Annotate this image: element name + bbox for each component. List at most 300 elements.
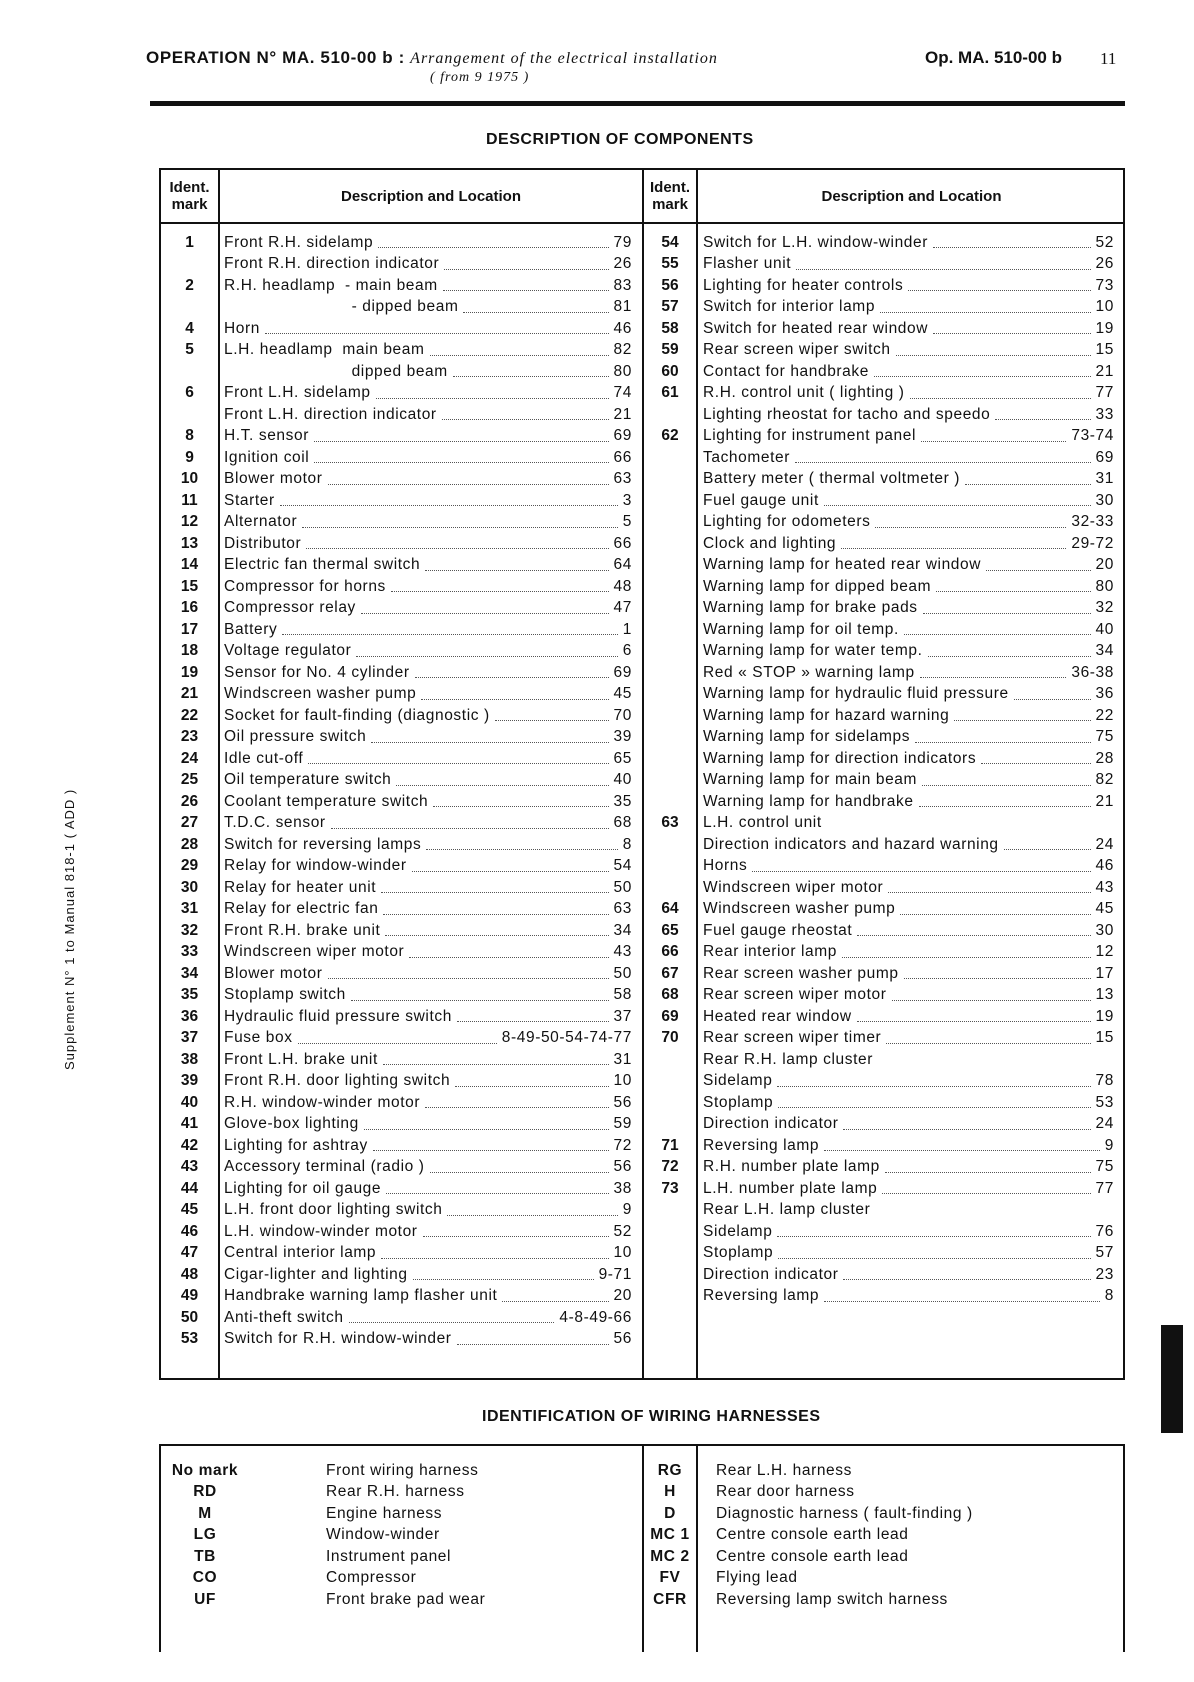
ident-mark [644,791,696,813]
ident-mark: 67 [661,964,679,982]
component-row [224,1071,632,1093]
wire-ref: 21 [1095,792,1114,810]
wire-ref: 58 [613,986,632,1004]
wire-ref: 19 [1095,319,1114,337]
component-row [224,426,632,448]
component-name: Contact for handbrake [703,362,869,380]
component-row [703,727,1114,749]
component-row [703,297,1114,319]
wire-ref: 63 [613,470,632,488]
ident-mark: 4 [185,319,194,337]
component-row [703,1114,1114,1136]
component-name: Accessory terminal (radio ) [224,1158,425,1176]
component-row [703,1178,1114,1200]
ident-mark: 43 [180,1158,199,1176]
wire-ref: 59 [613,1115,632,1133]
harness-description: Window-winder [326,1526,440,1544]
wire-ref: 70 [613,706,632,724]
component-row [703,705,1114,727]
leader-dots [920,677,1067,678]
component-name: Lighting for odometers [703,513,871,531]
leader-dots [453,376,609,377]
leader-dots [874,376,1091,377]
wire-ref: 68 [613,814,632,832]
component-name: Lighting rheostat for tacho and speedo [703,405,991,423]
wire-ref: 77 [1095,1179,1114,1197]
component-name: Front L.H. direction indicator [224,405,437,423]
ident-mark: 68 [661,986,679,1004]
component-name: Front R.H. direction indicator [224,255,440,273]
component-name: Starter [224,491,275,509]
ident-mark [644,1092,696,1114]
component-name: Lighting for instrument panel [703,427,916,445]
component-name: Stoplamp [703,1244,774,1262]
ident-mark: 23 [180,728,199,746]
leader-dots [371,742,608,743]
harness-mark: RD [193,1483,217,1501]
ident-mark [644,1114,696,1136]
component-row [703,662,1114,684]
harness-mark: CFR [653,1590,687,1608]
harness-mark: RG [657,1461,683,1479]
ident-mark [644,856,696,878]
side-note: Supplement N° 1 to Manual 818-1 ( ADD ) [62,788,77,1070]
wire-ref: 43 [613,943,632,961]
component-name: Clock and lighting [703,534,837,552]
component-name: Warning lamp for water temp. [703,642,923,660]
component-row [224,254,632,276]
leader-dots [314,462,608,463]
leader-dots [443,290,609,291]
ident-mark [644,705,696,727]
wire-ref: 72 [613,1136,632,1154]
ident-mark: 29 [180,857,199,875]
leader-dots [882,1193,1090,1194]
harness-description: Engine harness [326,1504,443,1522]
ident-mark [644,1243,696,1265]
leader-dots [373,1150,609,1151]
harness-mark: UF [194,1590,216,1608]
leader-dots [425,1107,608,1108]
components-table [159,168,1125,1380]
component-name: Battery [224,620,278,638]
harness-description: Front brake pad wear [326,1590,486,1608]
component-row [224,533,632,555]
wire-ref: 64 [613,556,632,574]
ident-mark: 69 [661,1007,679,1025]
harness-description: Rear door harness [716,1483,855,1501]
component-row [703,1092,1114,1114]
component-row [224,340,632,362]
leader-dots [880,312,1091,313]
ident-mark: 34 [180,964,199,982]
wire-ref: 73-74 [1071,427,1114,445]
ident-mark: 71 [661,1136,679,1154]
leader-dots [904,634,1091,635]
component-row [703,404,1114,426]
component-row [224,1264,632,1286]
ident-mark [161,404,218,426]
ident-mark: 13 [180,534,199,552]
ident-mark [644,662,696,684]
component-row [703,361,1114,383]
component-name: Compressor relay [224,599,356,617]
ident-mark: 73 [661,1179,679,1197]
component-row [224,361,632,383]
harness-mark: MC 2 [650,1547,690,1565]
ident-mark [644,834,696,856]
ident-mark: 47 [180,1244,199,1262]
wire-ref: 69 [613,663,632,681]
component-name: Switch for heated rear window [703,319,929,337]
wire-ref: 31 [1095,470,1114,488]
component-row [224,1049,632,1071]
wire-ref: 66 [613,534,632,552]
ident-mark: 5 [185,341,194,359]
component-row [224,232,632,254]
component-name: Direction indicator [703,1265,839,1283]
wire-ref: 39 [613,728,632,746]
ident-mark [644,404,696,426]
component-name: L.H. number plate lamp [703,1179,878,1197]
component-row [703,963,1114,985]
ident-mark: 28 [180,835,199,853]
header-rule [150,101,1125,106]
ident-mark [644,1221,696,1243]
wire-ref: 4-8-49-66 [559,1308,632,1326]
right-ident-column [644,232,696,1286]
component-name: Fuel gauge unit [703,491,819,509]
ident-mark: 33 [180,943,199,961]
component-row [224,447,632,469]
leader-dots [933,333,1091,334]
leader-dots [936,591,1090,592]
leader-dots [378,247,608,248]
page-number: 11 [1100,49,1117,68]
component-name: Switch for R.H. window-winder [224,1330,452,1348]
component-row [224,791,632,813]
component-row [224,1307,632,1329]
component-name: Central interior lamp [224,1244,377,1262]
harnesses-title: IDENTIFICATION OF WIRING HARNESSES [482,1408,821,1425]
ident-mark [644,1071,696,1093]
harness-description: Centre console earth lead [716,1547,909,1565]
component-row [703,232,1114,254]
component-row [703,834,1114,856]
ident-mark: 49 [180,1287,199,1305]
ident-mark: 39 [180,1072,199,1090]
operation-ref: Op. MA. 510-00 b [925,48,1062,67]
ident-mark: 66 [661,943,679,961]
ident-mark: 38 [180,1050,199,1068]
component-row [224,619,632,641]
ident-mark [644,748,696,770]
component-row [224,1135,632,1157]
ident-mark: 12 [180,513,199,531]
wire-ref: 28 [1095,749,1114,767]
leader-dots [502,1301,608,1302]
component-name: Relay for electric fan [224,900,379,918]
leader-dots [430,1172,609,1173]
wire-ref: 36-38 [1071,663,1114,681]
harness-mark: H [664,1483,676,1501]
leader-dots [396,785,608,786]
leader-dots [841,548,1066,549]
component-name: Front L.H. brake unit [224,1050,378,1068]
ident-mark: 60 [661,362,679,380]
harness-description: Rear R.H. harness [326,1483,465,1501]
wire-ref: 52 [613,1222,632,1240]
leader-dots [415,677,609,678]
leader-dots [376,398,609,399]
ident-mark: 57 [661,298,679,316]
component-row [703,1071,1114,1093]
leader-dots [796,269,1090,270]
edge-tab-marker [1161,1325,1183,1433]
component-row [703,1135,1114,1157]
component-name: Front R.H. door lighting switch [224,1072,451,1090]
leader-dots [922,785,1091,786]
component-name: L.H. front door lighting switch [224,1201,443,1219]
wire-ref: 8 [1104,1287,1114,1305]
component-name: Heated rear window [703,1007,852,1025]
wire-ref: 83 [613,276,632,294]
leader-dots [314,441,609,442]
harness-mark: No mark [171,1461,239,1479]
wire-ref: 63 [613,900,632,918]
component-row [224,1200,632,1222]
ident-mark: 22 [180,706,199,724]
wire-ref: 23 [1095,1265,1114,1283]
component-row [703,254,1114,276]
component-row [703,426,1114,448]
ident-mark: 18 [180,642,199,660]
wire-ref: 78 [1095,1072,1114,1090]
wire-ref: 53 [1095,1093,1114,1111]
ident-mark: 26 [180,792,199,810]
wire-ref: 24 [1095,1115,1114,1133]
ident-mark [644,727,696,749]
component-name: Compressor for horns [224,577,386,595]
component-row [703,1286,1114,1308]
ident-mark [644,770,696,792]
ident-mark [644,512,696,534]
leader-dots [302,527,618,528]
component-row [703,985,1114,1007]
component-name: Idle cut-off [224,749,304,767]
component-row [703,877,1114,899]
component-row [703,1264,1114,1286]
component-row [703,555,1114,577]
ident-mark [644,1200,696,1222]
leader-dots [843,1279,1090,1280]
ident-mark: 63 [661,814,679,832]
ident-mark [644,1049,696,1071]
component-row [224,985,632,1007]
component-name: Oil pressure switch [224,728,367,746]
leader-dots [331,828,609,829]
ident-mark: 25 [180,771,199,789]
leader-dots [885,1172,1091,1173]
component-row [224,490,632,512]
component-name: Warning lamp for heated rear window [703,556,982,574]
leader-dots [981,763,1090,764]
wire-ref: 15 [1095,341,1114,359]
ident-mark [161,297,218,319]
harness-mark: FV [659,1569,681,1587]
ident-mark: 72 [661,1158,679,1176]
component-row [703,791,1114,813]
component-name: Handbrake warning lamp flasher unit [224,1287,498,1305]
wire-ref: 36 [1095,685,1114,703]
wire-ref: 33 [1095,405,1114,423]
ident-mark: 31 [180,900,199,918]
wire-ref: 45 [1095,900,1114,918]
ident-mark: 58 [661,319,679,337]
leader-dots [921,441,1066,442]
ident-mark: 59 [661,341,679,359]
component-name: Warning lamp for direction indicators [703,749,977,767]
wire-ref: 1 [622,620,632,638]
harness-mark: TB [194,1547,216,1565]
wire-ref: 8 [622,835,632,853]
component-name: L.H. control unit [703,814,822,832]
component-name: Reversing lamp [703,1136,820,1154]
leader-dots [919,806,1091,807]
right-description-column [703,232,1114,1307]
component-name: Coolant temperature switch [224,792,429,810]
wire-ref: 9 [1104,1136,1114,1154]
harness-mark: CO [192,1569,218,1587]
harness-description: Front wiring harness [326,1461,479,1479]
ident-mark [644,877,696,899]
leader-dots [447,1215,617,1216]
component-row [224,727,632,749]
component-row [224,1114,632,1136]
col-header-desc-left: Description and Location [340,187,521,205]
component-row [224,748,632,770]
wire-ref: 26 [613,255,632,273]
ident-mark [644,533,696,555]
component-name: Cigar-lighter and lighting [224,1265,408,1283]
ident-mark [644,684,696,706]
wire-ref: 20 [1095,556,1114,574]
component-name: Rear R.H. lamp cluster [703,1050,873,1068]
operation-number: OPERATION N° MA. 510-00 b : [146,48,405,67]
ident-mark [644,447,696,469]
component-name: Relay for window-winder [224,857,407,875]
component-row [703,533,1114,555]
col-header-ident-right: Ident. mark [650,179,690,213]
wire-ref: 47 [613,599,632,617]
leader-dots [457,1021,609,1022]
leader-dots [265,333,609,334]
ident-mark [161,254,218,276]
component-name: Windscreen washer pump [703,900,896,918]
wire-ref: 45 [613,685,632,703]
ident-mark: 48 [180,1265,199,1283]
ident-mark: 40 [180,1093,199,1111]
component-name: H.T. sensor [224,427,309,445]
wire-ref: 6 [622,642,632,660]
ident-mark: 46 [180,1222,199,1240]
component-row [224,813,632,835]
ident-mark: 45 [180,1201,199,1219]
component-name: L.H. headlamp main beam [224,341,425,359]
component-name: Rear screen washer pump [703,964,899,982]
ident-mark: 44 [180,1179,199,1197]
component-row [703,1221,1114,1243]
component-row [703,1200,1114,1222]
wire-ref: 9-71 [598,1265,632,1283]
leader-dots [824,505,1091,506]
wire-ref: 10 [613,1244,632,1262]
leader-dots [857,935,1090,936]
wire-ref: 5 [622,513,632,531]
component-name: Switch for interior lamp [703,298,876,316]
wire-ref: 10 [1095,298,1114,316]
leader-dots [986,570,1091,571]
wire-ref: 3 [622,491,632,509]
leader-dots [752,871,1090,872]
wire-ref: 77 [1095,384,1114,402]
leader-dots [364,1129,609,1130]
component-row [224,920,632,942]
leader-dots [381,892,608,893]
component-name: Switch for reversing lamps [224,835,422,853]
wire-ref: 46 [1095,857,1114,875]
component-row [224,1157,632,1179]
component-row [703,275,1114,297]
component-row [224,662,632,684]
leader-dots [875,527,1066,528]
ident-mark: 10 [180,470,199,488]
component-row [224,383,632,405]
wire-ref: 74 [613,384,632,402]
component-row [224,318,632,340]
component-name: Voltage regulator [224,642,352,660]
harness-mark: MC 1 [650,1526,690,1544]
leader-dots [915,742,1090,743]
component-name: - dipped beam [224,298,459,316]
wire-ref: 34 [613,921,632,939]
wire-ref: 46 [613,319,632,337]
ident-mark: 21 [180,685,199,703]
component-row [703,576,1114,598]
component-name: Distributor [224,534,302,552]
leader-dots [777,1086,1090,1087]
ident-mark [644,1264,696,1286]
wire-ref: 19 [1095,1007,1114,1025]
leader-dots [824,1150,1100,1151]
wire-ref: 17 [1095,964,1114,982]
wire-ref: 20 [613,1287,632,1305]
component-name: Lighting for heater controls [703,276,904,294]
leader-dots [412,871,609,872]
component-name: Warning lamp for main beam [703,771,918,789]
leader-dots [778,1258,1090,1259]
ident-mark [644,641,696,663]
ident-mark: 42 [180,1136,199,1154]
wire-ref: 52 [1095,233,1114,251]
ident-mark: 2 [185,276,194,294]
component-row [703,813,1114,835]
wire-ref: 73 [1095,276,1114,294]
leader-dots [383,1064,609,1065]
leader-dots [356,656,617,657]
operation-subtitle: Arrangement of the electrical installation [410,50,718,67]
wire-ref: 75 [1095,1158,1114,1176]
